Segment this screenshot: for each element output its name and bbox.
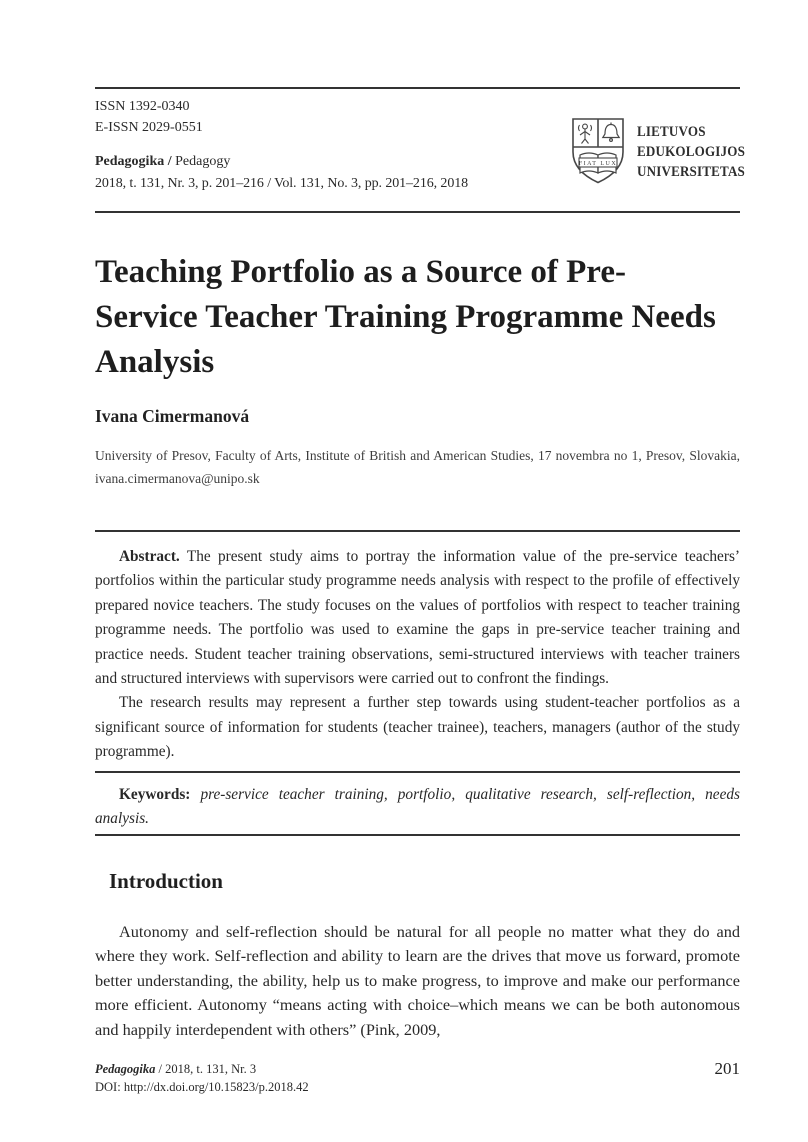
motto-band [579,158,617,167]
university-name-line1: LIETUVOS [637,124,706,140]
journal-name-en: Pedagogy [171,154,231,169]
issn: ISSN 1392-0340 [95,99,190,114]
article-title [95,250,755,385]
abstract-top-rule [95,530,740,532]
university-name [637,122,745,182]
keywords-list: pre-service teacher training, portfolio, qualitative research, self-reflection, needs analysis. [95,786,740,828]
university-name-line3: UNIVERSITETAS [637,164,745,180]
article-title-line1: Teaching Portfolio as a Source of Pre- [95,254,626,290]
footer-journal-name: Pedagogika [95,1062,156,1076]
header-bottom-rule [95,211,740,213]
university-shield-icon [571,117,625,185]
saint-figure-glyph [579,124,592,143]
author-affiliation: University of Presov, Faculty of Arts, Institute of British and American Studies, 17 novembra no 1, Presov, Slovakia, ivana.cimermanova@unipo.sk [95,448,740,486]
footer-doi: DOI: http://dx.doi.org/10.15823/p.2018.42 [95,1080,309,1094]
keywords-bottom-rule [95,834,740,836]
header-top-rule [95,87,740,89]
journal-name [95,152,230,172]
keywords-label: Keywords: [119,786,191,803]
section-heading-introduction: Introduction [109,869,223,893]
footer-journal-issue: / 2018, t. 131, Nr. 3 [155,1062,257,1076]
journal-name-lt: Pedagogika / [95,154,172,169]
e-issn: E-ISSN 2029-0551 [95,120,203,135]
page-number: 201 [714,1059,740,1078]
abstract-paragraph-1 [95,545,740,691]
abstract-label: Abstract. [119,548,180,565]
abstract-text-1: The present study aims to portray the information value of the pre-service teachers’ portfolios within the particular study programme needs analysis with respect to the profile of effectively prepared novice teachers. The study focuses on the values of portfolios with respect to teacher training programme needs. The portfolio was used to examine the gaps in pre-service teacher training and practice needs. Student teacher training observations, semi-structured interviews with teacher trainers and structured interviews with supervisors were carried out to confront the findings. [95,548,740,688]
motto-text: FIAT LUX [578,161,618,167]
bell-glyph [603,123,619,142]
keywords-top-rule [95,771,740,773]
article-title-line2: Service Teacher Training Programme Needs [95,299,716,335]
keywords-section [95,783,740,832]
footer-journal-line [95,1060,256,1078]
volume-line: 2018, t. 131, Nr. 3, p. 201–216 / Vol. 131, No. 3, pp. 201–216, 2018 [95,176,469,191]
university-name-line2: EDUKOLOGIJOS [637,144,746,160]
author-name: Ivana Cimermanová [95,406,250,426]
abstract-paragraph-2: The research results may represent a further step towards using student-teacher portfolios as a significant source of information for students (teacher trainee), teachers, managers (author of the study programme). [95,694,740,761]
abstract-section [95,545,740,765]
article-title-line3: Analysis [95,344,215,380]
introduction-paragraph: Autonomy and self-reflection should be natural for all people no matter what they do and where they work. Self-reflection and ability to learn are the drives that move us forward, promote better understanding, the ability, help us to make progress, to improve and make our performance more efficient. Autonomy “means acting with choice–which means we can be both autonomous and happily interdependent with others” (Pink, 2009, [95,922,740,1039]
university-logo [571,116,746,186]
